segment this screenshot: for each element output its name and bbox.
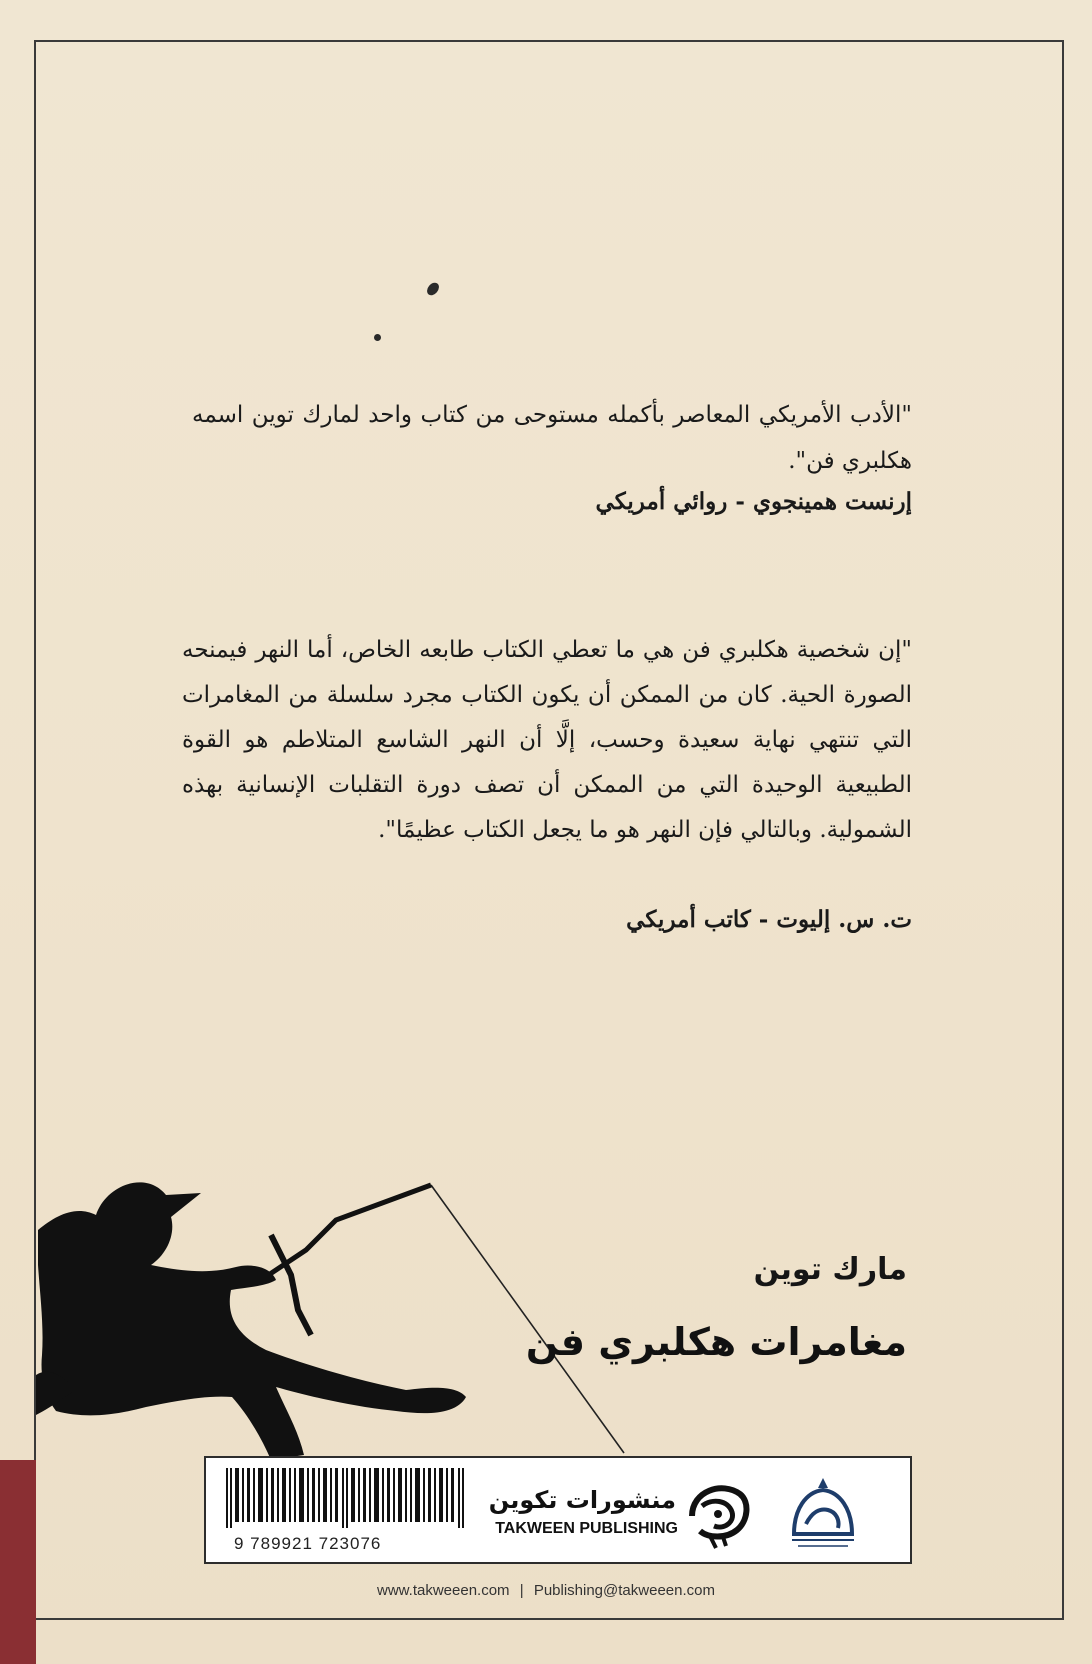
publisher-panel (204, 1456, 912, 1564)
publisher-name-arabic: منشورات تكوين (488, 1486, 676, 1514)
quote-hemingway: "الأدب الأمريكي المعاصر بأكمله مستوحى من كتاب واحد لمارك توين اسمه هكلبري فن". (192, 402, 912, 474)
quote-hemingway-attribution: إرنست همينجوي - روائي أمريكي (595, 488, 912, 515)
isbn-digits: 9 789921 723076 (234, 1534, 382, 1553)
isbn-barcode-icon (224, 1468, 474, 1528)
takween-logo-icon (682, 1476, 756, 1550)
rafidain-logo-icon (784, 1474, 862, 1554)
publisher-website[interactable]: www.takweeen.com (377, 1582, 510, 1599)
spine-stripe (0, 1460, 36, 1664)
book-author: مارك توين (753, 1252, 907, 1287)
contact-line (0, 1582, 1092, 1599)
quote-eliot-attribution: ت. س. إليوت - كاتب أمريكي (626, 906, 912, 933)
quote-eliot: "إن شخصية هكلبري فن هي ما تعطي الكتاب طابعه الخاص، أما النهر فيمنحه الصورة الحية. كان من الممكن أن يكون الكتاب مجرد سلسلة من المغامرات التي تنتهي نهاية سعيدة وحسب، إلَّا أن النهر الشاسع المتلاطم هو القوة الطبيعية الوحيدة التي من الممكن أن تصف دورة التقلبات الإنسانية بهذه الشمولية. وبالتالي فإن النهر هو ما يجعل الكتاب عظيمًا". (182, 637, 912, 843)
book-title: مغامرات هكلبري فن (525, 1320, 907, 1364)
publisher-name-english: TAKWEEN PUBLISHING (495, 1520, 678, 1537)
contact-separator: | (519, 1582, 524, 1599)
publisher-email[interactable]: Publishing@takweeen.com (533, 1582, 715, 1599)
paper-speck (374, 334, 381, 341)
